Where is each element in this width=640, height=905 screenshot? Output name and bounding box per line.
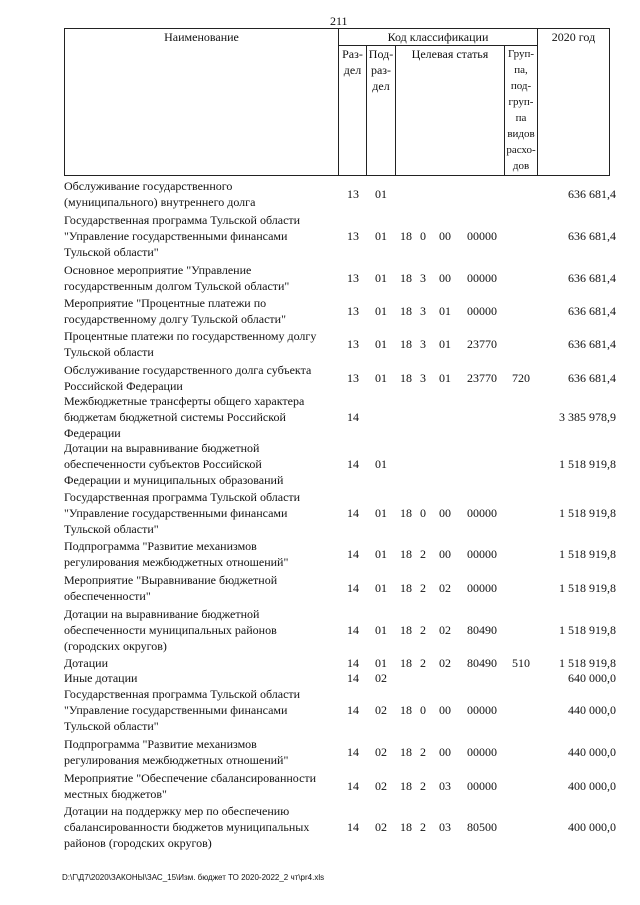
table-row bbox=[64, 803, 616, 851]
row-name: Государственная программа Тульской области "Управление государственными финансами Тульской области" bbox=[64, 490, 301, 536]
row-b: 2 bbox=[420, 623, 426, 637]
row-name: Дотации на выравнивание бюджетной обеспеченности муниципальных районов (городских округов) bbox=[64, 607, 277, 653]
table-row bbox=[64, 212, 616, 260]
row-b: 0 bbox=[420, 703, 426, 717]
row-b: 2 bbox=[420, 820, 426, 834]
header-year-cell bbox=[537, 28, 610, 176]
row-amount: 1 518 919,8 bbox=[559, 506, 616, 520]
table-header bbox=[64, 28, 610, 176]
header-name-cell bbox=[64, 28, 339, 176]
row-d: 80500 bbox=[467, 820, 497, 834]
row-c: 00 bbox=[439, 271, 451, 285]
table-row bbox=[64, 770, 616, 802]
row-c: 03 bbox=[439, 820, 451, 834]
row-a: 18 bbox=[400, 656, 412, 670]
row-b: 3 bbox=[420, 337, 426, 351]
table-row bbox=[64, 538, 616, 570]
row-c: 00 bbox=[439, 703, 451, 717]
row-c: 00 bbox=[439, 229, 451, 243]
row-b: 3 bbox=[420, 371, 426, 385]
row-amount: 636 681,4 bbox=[568, 337, 616, 351]
row-prz: 01 bbox=[375, 229, 387, 243]
row-rz: 14 bbox=[347, 457, 359, 471]
row-amount: 1 518 919,8 bbox=[559, 581, 616, 595]
row-amount: 636 681,4 bbox=[568, 371, 616, 385]
row-name: Мероприятие "Процентные платежи по государственному долгу Тульской области" bbox=[64, 296, 286, 326]
row-name: Обслуживание государственного (муниципального) внутреннего долга bbox=[64, 179, 256, 209]
row-name: Подпрограмма "Развитие механизмов регулирования межбюджетных отношений" bbox=[64, 737, 289, 767]
row-name: Государственная программа Тульской области "Управление государственными финансами Тульской области" bbox=[64, 213, 301, 259]
row-name: Мероприятие "Выравнивание бюджетной обеспеченности" bbox=[64, 573, 278, 603]
row-rz: 14 bbox=[347, 581, 359, 595]
row-name: Дотации на поддержку мер по обеспечению сбалансированности бюджетов муниципальных районов (городских округов) bbox=[64, 804, 310, 850]
row-amount: 636 681,4 bbox=[568, 304, 616, 318]
header-name: Наименование bbox=[164, 30, 239, 44]
row-prz: 01 bbox=[375, 547, 387, 561]
row-b: 0 bbox=[420, 506, 426, 520]
row-amount: 1 518 919,8 bbox=[559, 547, 616, 561]
table-row bbox=[64, 686, 616, 734]
row-prz: 02 bbox=[375, 779, 387, 793]
table-row bbox=[64, 670, 616, 686]
row-a: 18 bbox=[400, 779, 412, 793]
row-amount: 636 681,4 bbox=[568, 187, 616, 201]
row-rz: 13 bbox=[347, 337, 359, 351]
row-amount: 440 000,0 bbox=[568, 745, 616, 759]
row-amount: 1 518 919,8 bbox=[559, 623, 616, 637]
row-c: 01 bbox=[439, 304, 451, 318]
row-a: 18 bbox=[400, 623, 412, 637]
row-d: 23770 bbox=[467, 371, 497, 385]
row-a: 18 bbox=[400, 745, 412, 759]
row-c: 01 bbox=[439, 371, 451, 385]
row-name: Дотации bbox=[64, 656, 109, 670]
row-d: 00000 bbox=[467, 779, 497, 793]
row-name: Государственная программа Тульской области "Управление государственными финансами Тульской области" bbox=[64, 687, 301, 733]
row-prz: 02 bbox=[375, 745, 387, 759]
row-prz: 01 bbox=[375, 187, 387, 201]
row-b: 3 bbox=[420, 304, 426, 318]
row-amount: 636 681,4 bbox=[568, 229, 616, 243]
table-row bbox=[64, 295, 616, 327]
row-grp: 510 bbox=[512, 656, 530, 670]
row-a: 18 bbox=[400, 271, 412, 285]
row-amount: 3 385 978,9 bbox=[559, 410, 616, 424]
row-c: 02 bbox=[439, 656, 451, 670]
row-amount: 1 518 919,8 bbox=[559, 656, 616, 670]
row-d: 23770 bbox=[467, 337, 497, 351]
row-name: Процентные платежи по государственному долгу Тульской области bbox=[64, 329, 317, 359]
row-a: 18 bbox=[400, 820, 412, 834]
row-amount: 636 681,4 bbox=[568, 271, 616, 285]
row-d: 80490 bbox=[467, 656, 497, 670]
row-b: 2 bbox=[420, 581, 426, 595]
row-d: 00000 bbox=[467, 271, 497, 285]
table-row bbox=[64, 328, 616, 360]
row-amount: 440 000,0 bbox=[568, 703, 616, 717]
row-c: 00 bbox=[439, 547, 451, 561]
row-grp: 720 bbox=[512, 371, 530, 385]
row-a: 18 bbox=[400, 229, 412, 243]
header-section: Раз- дел bbox=[338, 45, 367, 176]
row-prz: 01 bbox=[375, 337, 387, 351]
header-subsection: Под- раз- дел bbox=[366, 45, 396, 176]
table-row bbox=[64, 178, 616, 210]
row-b: 2 bbox=[420, 547, 426, 561]
row-b: 0 bbox=[420, 229, 426, 243]
row-prz: 01 bbox=[375, 506, 387, 520]
row-a: 18 bbox=[400, 547, 412, 561]
row-rz: 13 bbox=[347, 229, 359, 243]
header-classification-cell bbox=[338, 28, 538, 46]
header-year: 2020 год bbox=[551, 30, 596, 44]
page-number: 211 bbox=[330, 14, 348, 28]
table-row bbox=[64, 606, 616, 654]
table-row bbox=[64, 655, 616, 671]
row-prz: 01 bbox=[375, 623, 387, 637]
row-rz: 13 bbox=[347, 371, 359, 385]
table-row bbox=[64, 362, 616, 394]
row-prz: 01 bbox=[375, 304, 387, 318]
row-prz: 02 bbox=[375, 820, 387, 834]
row-amount: 400 000,0 bbox=[568, 820, 616, 834]
row-b: 3 bbox=[420, 271, 426, 285]
table-row bbox=[64, 440, 616, 488]
row-a: 18 bbox=[400, 304, 412, 318]
row-name: Иные дотации bbox=[64, 671, 138, 685]
row-prz: 02 bbox=[375, 671, 387, 685]
row-c: 03 bbox=[439, 779, 451, 793]
row-b: 2 bbox=[420, 779, 426, 793]
row-name: Межбюджетные трансферты общего характера бюджетам бюджетной системы Российской Федерации bbox=[64, 394, 305, 440]
row-d: 00000 bbox=[467, 506, 497, 520]
row-d: 00000 bbox=[467, 229, 497, 243]
row-a: 18 bbox=[400, 581, 412, 595]
table-row bbox=[64, 393, 616, 441]
row-c: 00 bbox=[439, 506, 451, 520]
row-rz: 14 bbox=[347, 779, 359, 793]
row-rz: 14 bbox=[347, 547, 359, 561]
row-rz: 14 bbox=[347, 820, 359, 834]
row-prz: 01 bbox=[375, 581, 387, 595]
row-d: 00000 bbox=[467, 581, 497, 595]
row-rz: 14 bbox=[347, 506, 359, 520]
row-rz: 13 bbox=[347, 271, 359, 285]
row-prz: 01 bbox=[375, 271, 387, 285]
table-row bbox=[64, 489, 616, 537]
row-d: 00000 bbox=[467, 547, 497, 561]
row-amount: 640 000,0 bbox=[568, 671, 616, 685]
header-classification: Код классификации bbox=[387, 30, 489, 44]
row-name: Дотации на выравнивание бюджетной обеспеченности субъектов Российской Федерации и муниципальных образований bbox=[64, 441, 284, 487]
row-name: Подпрограмма "Развитие механизмов регулирования межбюджетных отношений" bbox=[64, 539, 289, 569]
header-group: Груп- па, под- груп- па видов расхо- дов bbox=[504, 45, 538, 176]
row-name: Основное мероприятие "Управление государственным долгом Тульской области" bbox=[64, 263, 290, 293]
row-prz: 01 bbox=[375, 371, 387, 385]
row-prz: 01 bbox=[375, 656, 387, 670]
row-rz: 14 bbox=[347, 656, 359, 670]
row-name: Мероприятие "Обеспечение сбалансированности местных бюджетов" bbox=[64, 771, 317, 801]
row-b: 2 bbox=[420, 745, 426, 759]
row-rz: 13 bbox=[347, 304, 359, 318]
row-b: 2 bbox=[420, 656, 426, 670]
row-c: 00 bbox=[439, 745, 451, 759]
row-d: 00000 bbox=[467, 703, 497, 717]
row-a: 18 bbox=[400, 703, 412, 717]
row-c: 01 bbox=[439, 337, 451, 351]
file-path-footer: D:\Г\Д7\2020\ЗАКОНЫ\ЗАС_15\Изм. бюджет ТО 2020-2022_2 чт\pr4.xls bbox=[62, 873, 325, 882]
row-rz: 14 bbox=[347, 703, 359, 717]
row-d: 80490 bbox=[467, 623, 497, 637]
row-d: 00000 bbox=[467, 745, 497, 759]
row-rz: 13 bbox=[347, 187, 359, 201]
row-amount: 400 000,0 bbox=[568, 779, 616, 793]
row-amount: 1 518 919,8 bbox=[559, 457, 616, 471]
row-name: Обслуживание государственного долга субъекта Российской Федерации bbox=[64, 363, 312, 393]
row-prz: 02 bbox=[375, 703, 387, 717]
row-c: 02 bbox=[439, 581, 451, 595]
row-c: 02 bbox=[439, 623, 451, 637]
row-rz: 14 bbox=[347, 410, 359, 424]
row-rz: 14 bbox=[347, 745, 359, 759]
table-row bbox=[64, 262, 616, 294]
row-d: 00000 bbox=[467, 304, 497, 318]
row-prz: 01 bbox=[375, 457, 387, 471]
row-a: 18 bbox=[400, 506, 412, 520]
row-rz: 14 bbox=[347, 671, 359, 685]
table-row bbox=[64, 572, 616, 604]
table-row bbox=[64, 736, 616, 768]
header-target: Целевая статья bbox=[395, 45, 505, 176]
row-a: 18 bbox=[400, 337, 412, 351]
row-a: 18 bbox=[400, 371, 412, 385]
row-rz: 14 bbox=[347, 623, 359, 637]
